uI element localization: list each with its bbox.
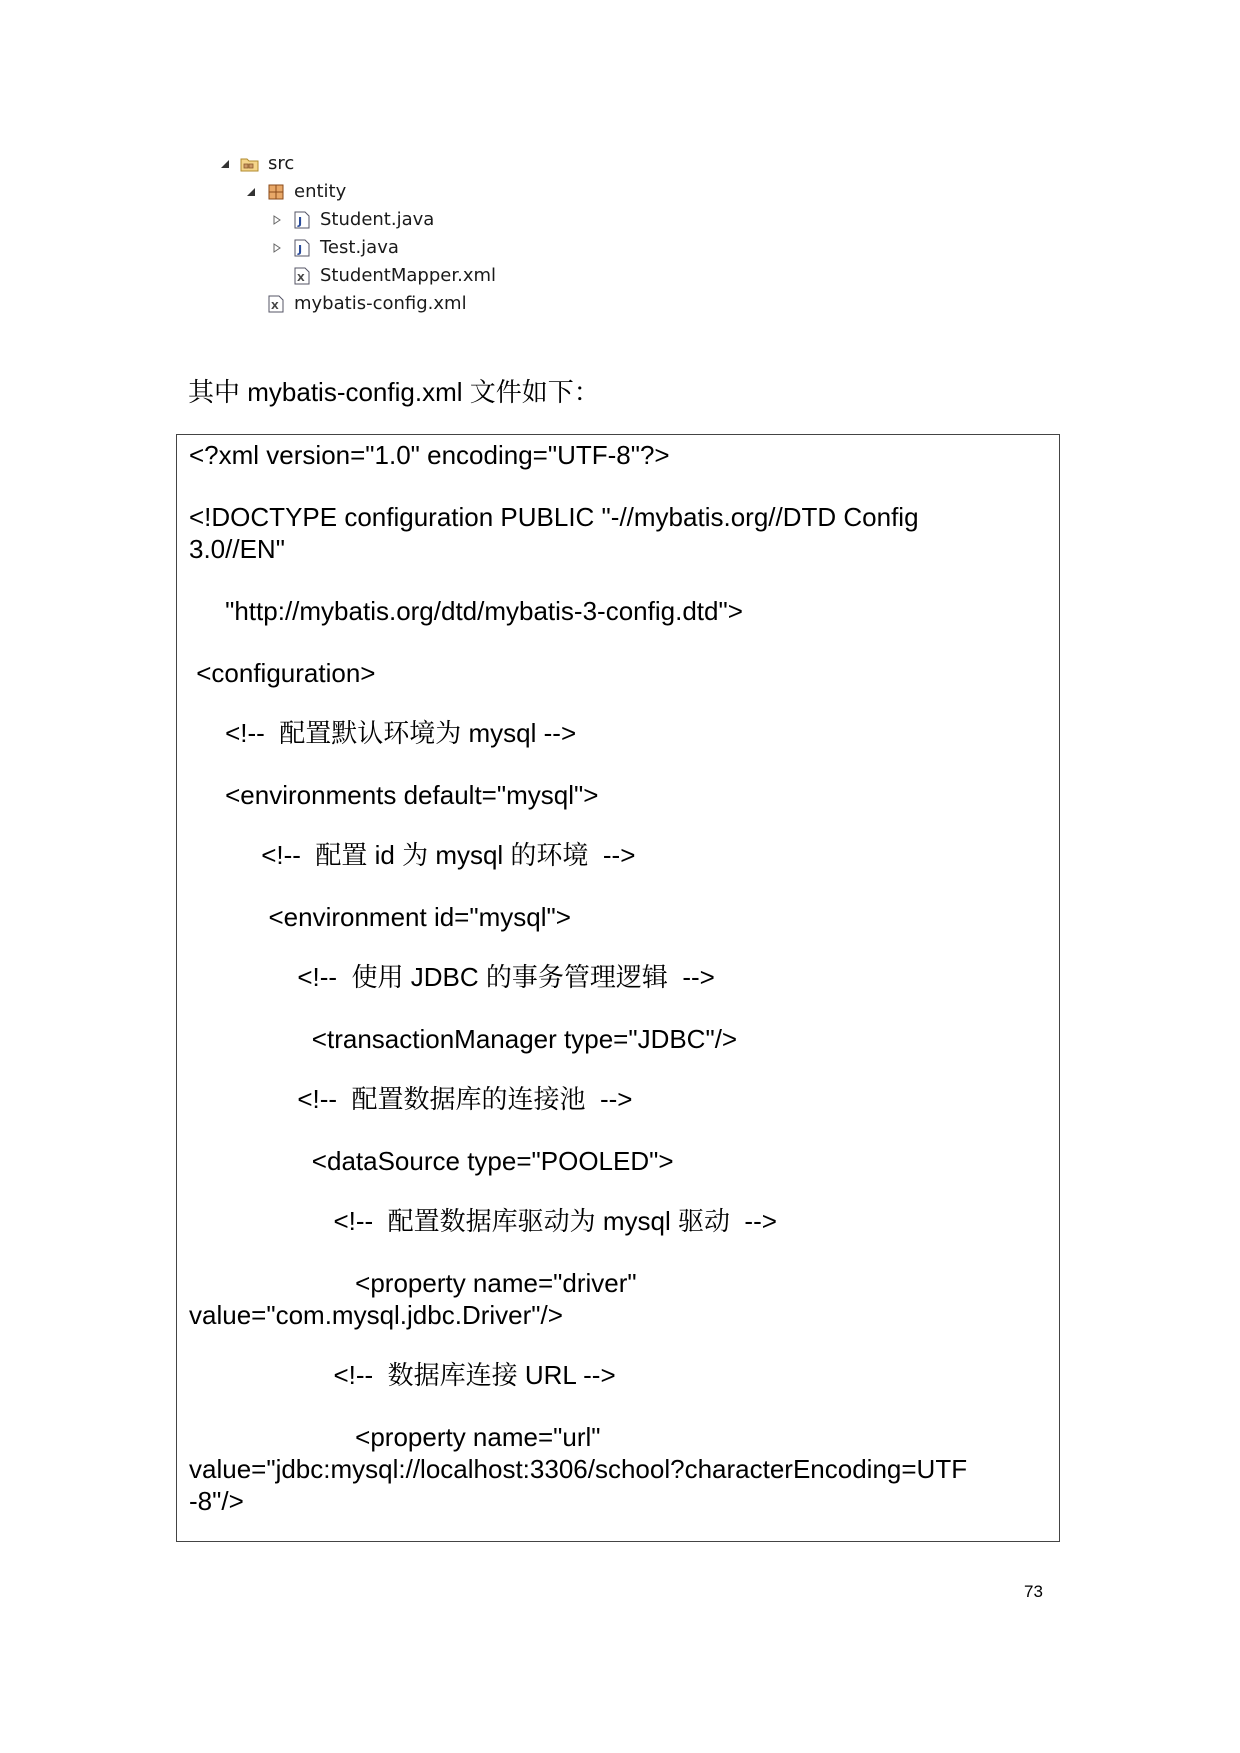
tree-label: entity (294, 181, 347, 202)
tree-label: mybatis-config.xml (294, 293, 467, 314)
collapsed-arrow-icon[interactable] (270, 241, 284, 255)
section-caption (188, 372, 600, 409)
tree-item-mybatis-config-xml[interactable] (266, 290, 467, 318)
svg-text:X: X (271, 301, 279, 312)
expanded-arrow-icon[interactable] (218, 157, 232, 171)
code-line: <?xml version="1.0" encoding="UTF-8"?> (189, 440, 670, 470)
package-icon (266, 182, 286, 202)
code-line: <!-- 配置数据库驱动为 mysql 驱动 --> (189, 1206, 777, 1236)
code-line: "http://mybatis.org/dtd/mybatis-3-config.dtd"> (189, 596, 743, 626)
svg-text:J: J (298, 243, 303, 256)
code-line: <environment id="mysql"> (189, 902, 571, 932)
page-number: 73 (1024, 1582, 1043, 1601)
code-line: <configuration> (189, 658, 376, 688)
code-line: <!-- 数据库连接 URL --> (189, 1360, 616, 1390)
tree-item-student-java[interactable] (270, 206, 434, 234)
code-line: value="jdbc:mysql://localhost:3306/school?characterEncoding=UTF (189, 1454, 968, 1484)
tree-item-src[interactable] (218, 150, 294, 178)
code-line: <!-- 使用 JDBC 的事务管理逻辑 --> (189, 962, 715, 992)
caption-suffix: 文件如下： (469, 378, 600, 408)
xml-file-icon (266, 294, 286, 314)
code-line: <!-- 配置 id 为 mysql 的环境 --> (189, 840, 636, 870)
tree-item-test-java[interactable] (270, 234, 399, 262)
xml-file-icon (292, 266, 312, 286)
caption-prefix: 其中 (188, 378, 241, 408)
tree-label: src (268, 153, 295, 174)
tree-item-student-mapper-xml[interactable] (292, 262, 496, 290)
code-line: <property name="url" (189, 1422, 601, 1452)
svg-text:J: J (298, 215, 303, 228)
code-line: <!DOCTYPE configuration PUBLIC "-//mybatis.org//DTD Config (189, 502, 919, 532)
code-line: value="com.mysql.jdbc.Driver"/> (189, 1300, 563, 1330)
tree-label: Test.java (320, 237, 399, 258)
code-line: <!-- 配置默认环境为 mysql --> (189, 718, 577, 748)
caption-filename: mybatis-config.xml (240, 377, 470, 407)
collapsed-arrow-icon[interactable] (270, 213, 284, 227)
source-folder-icon (240, 154, 260, 174)
tree-item-entity[interactable] (244, 178, 346, 206)
svg-text:X: X (297, 273, 305, 284)
code-line: <property name="driver" (189, 1268, 637, 1298)
code-line: -8"/> (189, 1486, 244, 1516)
java-file-icon (292, 210, 312, 230)
code-line: <dataSource type="POOLED"> (189, 1146, 674, 1176)
expanded-arrow-icon[interactable] (244, 185, 258, 199)
code-line: <!-- 配置数据库的连接池 --> (189, 1084, 633, 1114)
tree-label: StudentMapper.xml (320, 265, 497, 286)
tree-label: Student.java (320, 209, 435, 230)
code-line: 3.0//EN" (189, 534, 285, 564)
code-line: <transactionManager type="JDBC"/> (189, 1024, 738, 1054)
code-block (176, 434, 1060, 1542)
java-file-icon (292, 238, 312, 258)
code-line: <environments default="mysql"> (189, 780, 599, 810)
